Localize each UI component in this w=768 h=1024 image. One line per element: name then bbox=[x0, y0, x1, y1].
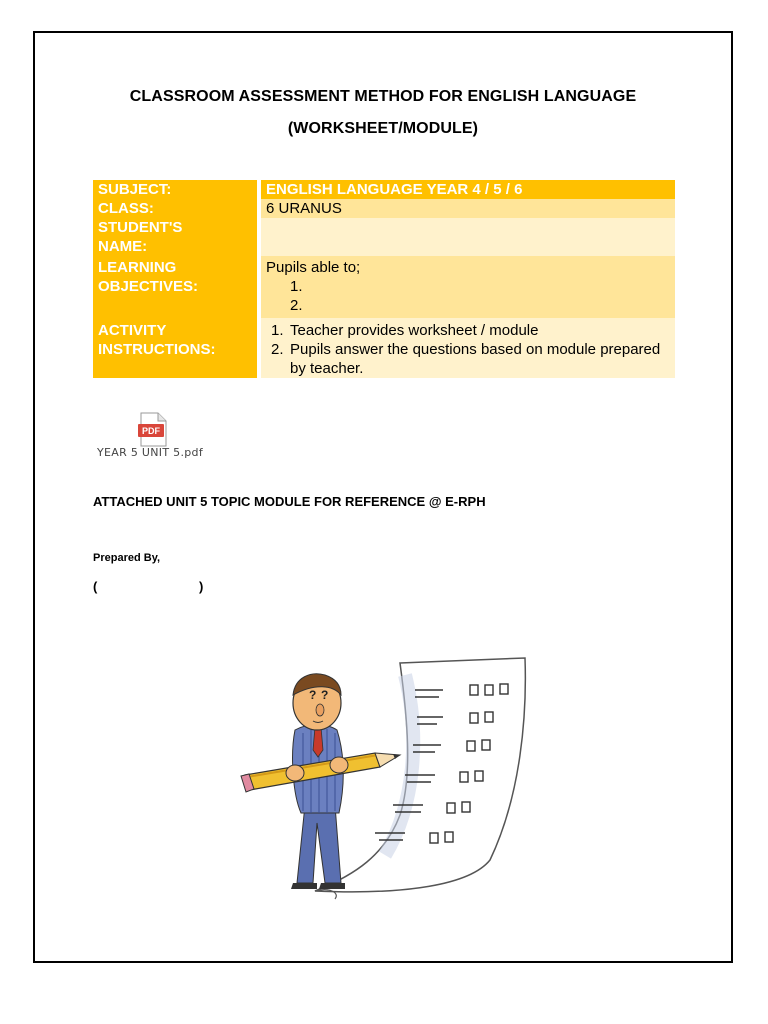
list-item bbox=[266, 340, 675, 378]
activity-instructions-label-line1: ACTIVITY bbox=[98, 322, 167, 339]
table-row-class bbox=[93, 199, 675, 218]
prepared-by-label: Prepared By, bbox=[93, 552, 161, 564]
list-item-number: 2. bbox=[271, 341, 284, 358]
list-item bbox=[266, 277, 675, 296]
info-table bbox=[93, 180, 675, 378]
learning-objectives-label-line1: LEARNING bbox=[98, 259, 177, 276]
learning-objectives-intro: Pupils able to; bbox=[266, 259, 361, 276]
list-item-text: Pupils answer the questions based on module prepared by teacher. bbox=[290, 341, 661, 377]
pdf-badge-label: PDF bbox=[142, 426, 160, 436]
list-item-text: Teacher provides worksheet / module bbox=[290, 322, 539, 339]
list-item bbox=[266, 321, 675, 340]
learning-objectives-label-line2: OBJECTIVES: bbox=[98, 278, 199, 295]
signature-paren-close: ) bbox=[199, 579, 204, 594]
table-row-subject bbox=[93, 180, 675, 199]
table-row-activity-instructions bbox=[93, 318, 675, 378]
class-label: CLASS: bbox=[93, 199, 259, 218]
svg-text:?: ? bbox=[309, 688, 317, 702]
document-subtitle: (WORKSHEET/MODULE) bbox=[287, 120, 479, 137]
subject-value: ENGLISH LANGUAGE YEAR 4 / 5 / 6 bbox=[259, 180, 675, 199]
activity-instructions-value bbox=[259, 318, 675, 378]
list-item-number: 2. bbox=[290, 297, 303, 314]
pdf-filename[interactable]: YEAR 5 UNIT 5.pdf bbox=[97, 446, 204, 459]
list-item-number: 1. bbox=[290, 278, 303, 295]
student-name-label-line2: NAME: bbox=[98, 238, 148, 255]
student-name-value[interactable] bbox=[259, 218, 675, 256]
pdf-file-icon[interactable] bbox=[138, 412, 168, 448]
teacher-with-pencil-illustration bbox=[235, 655, 535, 900]
document-title: CLASSROOM ASSESSMENT METHOD FOR ENGLISH LANGUAGE bbox=[129, 88, 637, 105]
svg-text:?: ? bbox=[321, 688, 329, 702]
activity-instructions-label bbox=[93, 318, 259, 378]
student-name-label bbox=[93, 218, 259, 256]
learning-objectives-value bbox=[259, 256, 675, 318]
student-name-label-line1: STUDENT'S bbox=[98, 219, 183, 236]
attached-module-note: ATTACHED UNIT 5 TOPIC MODULE FOR REFERENCE @ E-RPH bbox=[93, 494, 486, 509]
signature-paren-open: ( bbox=[93, 579, 98, 594]
learning-objectives-label bbox=[93, 256, 259, 318]
table-row-learning-objectives bbox=[93, 256, 675, 318]
subject-label: SUBJECT: bbox=[93, 180, 259, 199]
activity-instructions-label-line2: INSTRUCTIONS: bbox=[98, 341, 216, 358]
learning-objectives-list bbox=[266, 277, 675, 315]
list-item-number: 1. bbox=[271, 322, 284, 339]
table-row-student-name bbox=[93, 218, 675, 256]
list-item bbox=[266, 296, 675, 315]
activity-instructions-list bbox=[266, 321, 675, 378]
class-value: 6 URANUS bbox=[259, 199, 675, 218]
